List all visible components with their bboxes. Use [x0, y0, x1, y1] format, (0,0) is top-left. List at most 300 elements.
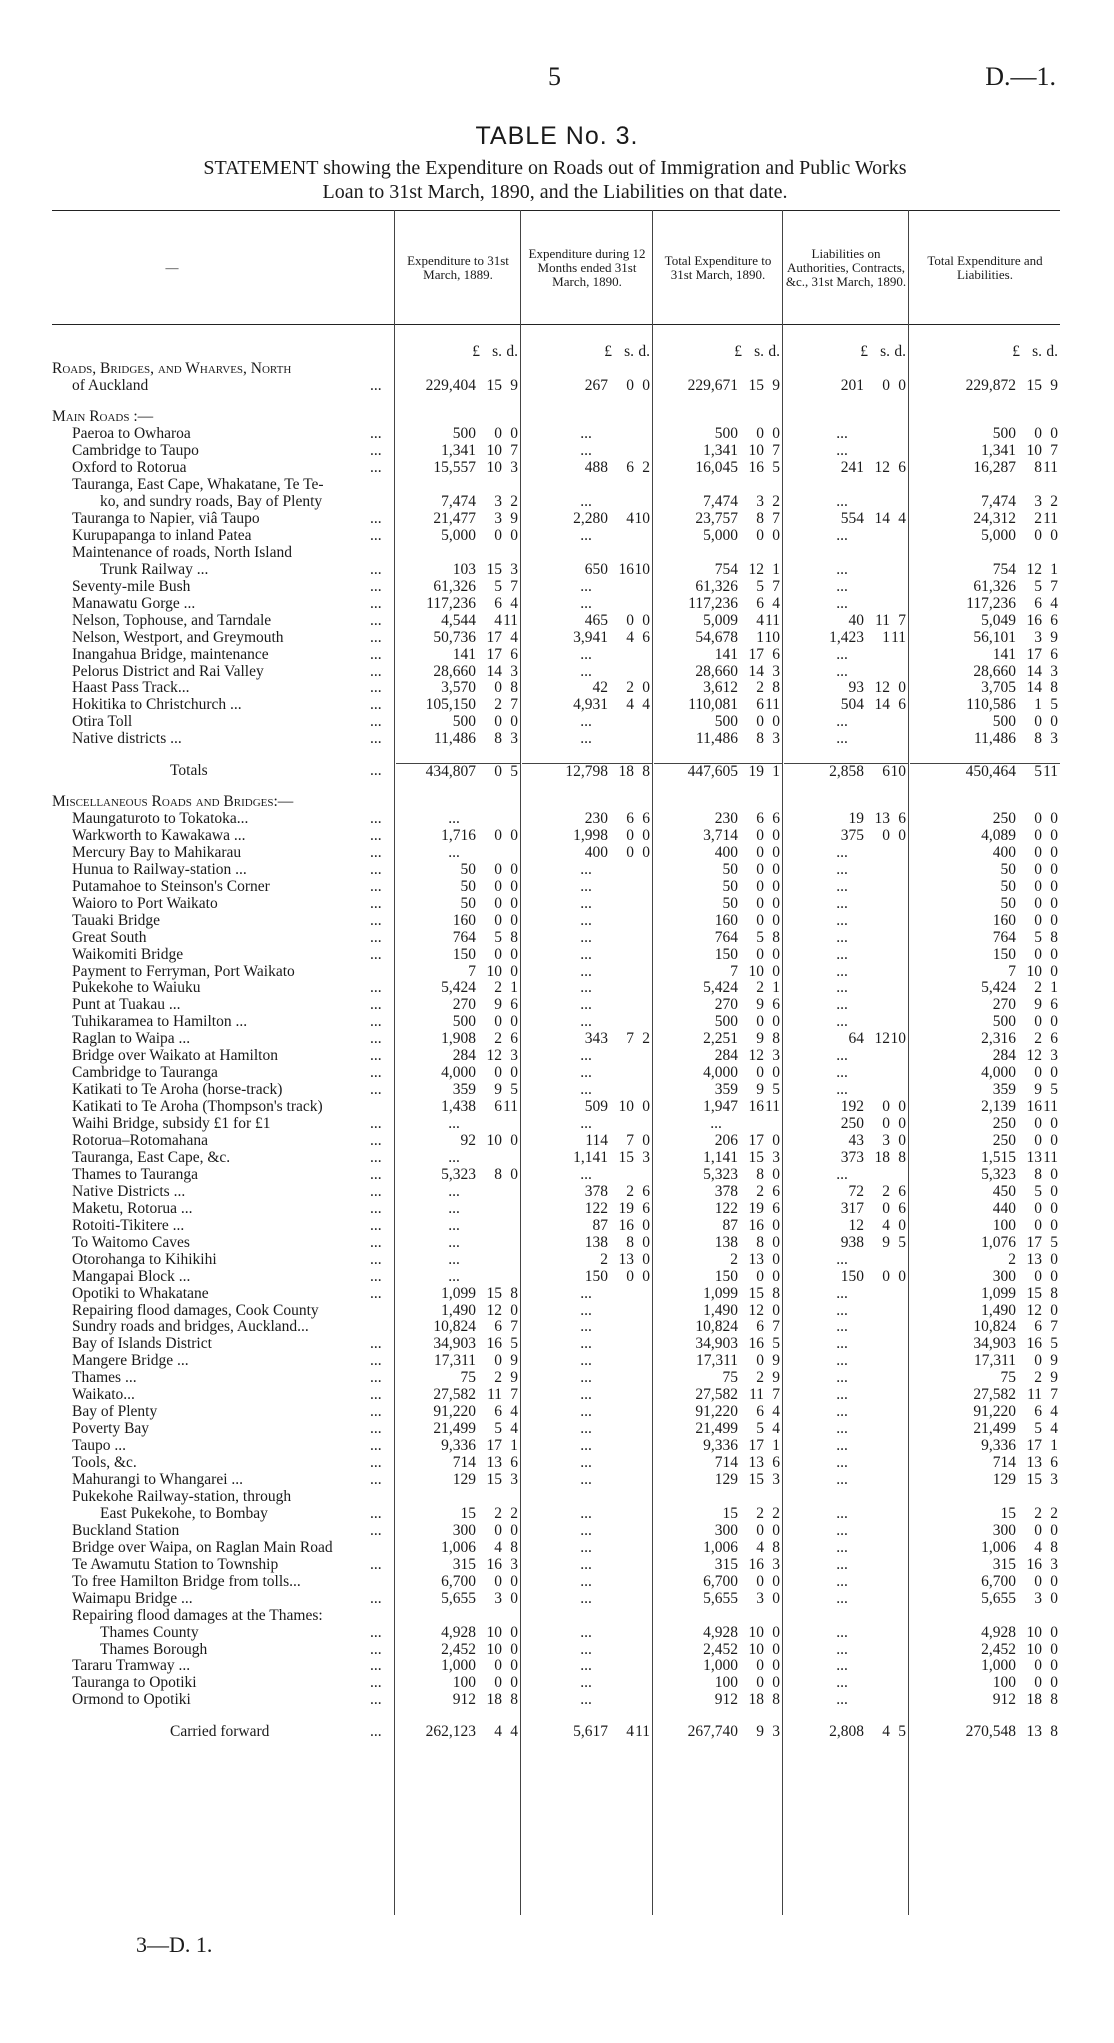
currency-unit-l: £: [604, 343, 612, 360]
pence-value: 7: [510, 1318, 518, 1336]
empty-marker: ...: [580, 1572, 592, 1590]
pence-value: 4: [510, 1722, 518, 1740]
row-label: Tuhikaramea to Hamilton ...: [72, 1014, 248, 1031]
pounds-value: 50: [722, 894, 738, 912]
pence-value: 8: [772, 1284, 780, 1302]
amount-cell: [784, 845, 908, 861]
amount-cell: [396, 1523, 520, 1539]
leader-dots: ...: [370, 376, 382, 394]
leader-dots: ...: [370, 1454, 382, 1472]
amount-cell: [522, 378, 652, 394]
pounds-value: 138: [714, 1233, 738, 1251]
pounds-value: 15: [460, 1504, 476, 1522]
pounds-value: 650: [584, 560, 608, 578]
pence-value: 7: [772, 509, 780, 527]
empty-marker: ...: [580, 1454, 592, 1472]
shillings-value: 12: [748, 1047, 764, 1065]
pounds-value: 1,515: [981, 1148, 1016, 1166]
pounds-value: 50: [460, 894, 476, 912]
pounds-value: 450,464: [965, 762, 1016, 780]
amount-cell: [522, 1506, 652, 1522]
amount-cell: [784, 1286, 908, 1302]
shillings-value: 2: [626, 679, 634, 697]
amount-cell: [522, 1218, 652, 1234]
pounds-value: 1,099: [981, 1284, 1016, 1302]
amount-cell: [522, 680, 652, 696]
pence-value: 0: [898, 1267, 906, 1285]
shillings-value: 14: [1026, 662, 1042, 680]
shillings-value: 2: [756, 1369, 764, 1387]
pounds-value: 15: [722, 1504, 738, 1522]
amount-cell: [522, 1540, 652, 1556]
row-label: Punt at Tuakau ...: [72, 997, 181, 1014]
currency-unit-d: d.: [894, 343, 906, 360]
pounds-value: 56,101: [973, 628, 1016, 646]
amount-cell: [396, 596, 520, 612]
leader-dots: ...: [370, 843, 382, 861]
amount-cell: [784, 680, 908, 696]
pounds-value: 7: [1008, 962, 1016, 980]
amount-cell: [910, 1286, 1060, 1302]
empty-marker: ...: [580, 1369, 592, 1387]
amount-cell: [522, 1336, 652, 1352]
shillings-value: 0: [626, 611, 634, 629]
pence-value: 0: [1050, 1013, 1058, 1031]
amount-cell: [654, 1252, 782, 1268]
amount-cell: [784, 1506, 908, 1522]
empty-marker: ...: [836, 843, 848, 861]
empty-marker: ...: [580, 1081, 592, 1099]
pounds-value: 500: [714, 1013, 738, 1031]
amount-cell: [784, 1574, 908, 1590]
amount-cell: [522, 579, 652, 595]
row-label: Waikomiti Bridge: [72, 946, 184, 963]
shillings-value: 15: [486, 376, 502, 394]
empty-marker: ...: [836, 1352, 848, 1370]
amount-cell: [396, 1540, 520, 1556]
pounds-value: 27,582: [433, 1386, 476, 1404]
amount-cell: [654, 443, 782, 459]
amount-cell: [522, 828, 652, 844]
amount-cell: [654, 1421, 782, 1437]
row-label: Otorohanga to Kihikihi: [72, 1251, 217, 1268]
amount-cell: [396, 1167, 520, 1183]
shillings-value: 18: [618, 762, 634, 780]
pence-value: 8: [772, 1538, 780, 1556]
amount-cell: [910, 1116, 1060, 1132]
pence-value: 5: [898, 1233, 906, 1251]
empty-marker: ...: [836, 1250, 848, 1268]
shillings-value: 2: [756, 1504, 764, 1522]
pence-value: 8: [772, 1030, 780, 1048]
row-label: Pukekohe Railway-station, through: [72, 1488, 292, 1505]
pence-value: 0: [1050, 1216, 1058, 1234]
leader-dots: ...: [370, 1657, 382, 1675]
amount-cell: [396, 443, 520, 459]
pence-value: 0: [510, 1521, 518, 1539]
amount-cell: [522, 1658, 652, 1674]
amount-cell: [396, 1675, 520, 1691]
pounds-value: 150: [452, 945, 476, 963]
amount-cell: [396, 630, 520, 646]
pence-value: 8: [510, 1284, 518, 1302]
empty-marker: ...: [580, 645, 592, 663]
shillings-value: 0: [756, 911, 764, 929]
pounds-value: 114: [585, 1132, 608, 1150]
empty-marker: ...: [836, 979, 848, 997]
pence-value: 0: [1050, 425, 1058, 443]
pence-value: 0: [898, 376, 906, 394]
pounds-value: 450: [992, 1182, 1016, 1200]
pence-value: 7: [510, 696, 518, 714]
amount-cell: [910, 1455, 1060, 1471]
row-label: Rotorua–Rotomahana: [72, 1133, 209, 1150]
amount-cell: [522, 997, 652, 1013]
amount-cell: [396, 1353, 520, 1369]
pence-value: 3: [772, 1047, 780, 1065]
shillings-value: 0: [1034, 1013, 1042, 1031]
pounds-value: 1,947: [703, 1098, 738, 1116]
pence-value: 0: [898, 1216, 906, 1234]
pounds-value: 7,474: [703, 493, 738, 510]
amount-cell: [910, 1353, 1060, 1369]
pence-value: 0: [772, 911, 780, 929]
shillings-value: 4: [756, 611, 764, 629]
pence-value: 9: [510, 509, 518, 527]
amount-cell: [522, 964, 652, 980]
pence-value: 11: [1043, 459, 1058, 477]
amount-cell: [910, 1625, 1060, 1641]
amount-cell: [910, 862, 1060, 878]
pence-value: 4: [1050, 594, 1058, 612]
shillings-value: 0: [756, 877, 764, 895]
pounds-value: 359: [714, 1081, 738, 1099]
shillings-value: 5: [1034, 762, 1042, 780]
amount-cell: [654, 731, 782, 747]
shillings-value: 11: [1027, 1386, 1042, 1404]
shillings-value: 5: [756, 928, 764, 946]
leader-dots: ...: [370, 1047, 382, 1065]
empty-marker: ...: [836, 1064, 848, 1082]
amount-cell: [910, 1421, 1060, 1437]
pounds-value: 1,490: [703, 1301, 738, 1319]
empty-marker: ...: [580, 962, 592, 980]
amount-cell: [784, 1336, 908, 1352]
pence-value: 0: [642, 1233, 650, 1251]
pounds-value: 938: [840, 1233, 864, 1251]
empty-marker: ...: [448, 843, 460, 861]
pence-value: 4: [510, 1403, 518, 1421]
pence-value: 8: [1050, 1722, 1058, 1740]
amount-cell: [654, 714, 782, 730]
pounds-value: 554: [840, 509, 864, 527]
amount-cell: [654, 1269, 782, 1285]
shillings-value: 0: [494, 713, 502, 731]
amount-cell: [654, 1625, 782, 1641]
pounds-value: 1,006: [441, 1538, 476, 1556]
amount-cell: [784, 1014, 908, 1030]
shillings-value: 15: [1026, 376, 1042, 394]
shillings-value: 2: [494, 979, 502, 997]
amount-cell: [396, 980, 520, 996]
pounds-value: 21,499: [973, 1420, 1016, 1438]
leader-dots: ...: [370, 911, 382, 929]
pounds-value: 300: [714, 1521, 738, 1539]
shillings-value: 13: [1026, 1148, 1042, 1166]
amount-cell: [654, 1353, 782, 1369]
amount-cell: [784, 1065, 908, 1081]
pounds-value: 40: [848, 611, 864, 629]
amount-cell: [910, 613, 1060, 629]
pounds-value: 50,736: [433, 628, 476, 646]
amount-cell: [522, 896, 652, 912]
pence-value: 0: [642, 679, 650, 697]
pounds-value: 11,486: [695, 730, 738, 748]
amount-cell: [654, 1286, 782, 1302]
shillings-value: 13: [1026, 1250, 1042, 1268]
leader-dots: ...: [370, 1352, 382, 1370]
shillings-value: 0: [494, 1352, 502, 1370]
amount-cell: [654, 460, 782, 476]
leader-dots: ...: [370, 1403, 382, 1421]
amount-cell: [910, 1014, 1060, 1030]
row-label: Thames County: [100, 1624, 199, 1641]
pence-value: 2: [1050, 1504, 1058, 1522]
shillings-value: 2: [756, 1182, 764, 1200]
shillings-value: 14: [874, 509, 890, 527]
empty-marker: ...: [448, 1250, 460, 1268]
pence-value: 0: [772, 1589, 780, 1607]
amount-cell: [654, 528, 782, 544]
empty-marker: ...: [836, 1165, 848, 1183]
leader-dots: ...: [370, 877, 382, 895]
amount-cell: [910, 1167, 1060, 1183]
row-label: Thames Borough: [100, 1641, 208, 1658]
leader-dots: ...: [370, 1115, 382, 1133]
pence-value: 6: [772, 1454, 780, 1472]
shillings-value: 0: [756, 1674, 764, 1692]
pounds-value: 50: [460, 860, 476, 878]
shillings-value: 0: [494, 945, 502, 963]
amount-cell: [654, 1014, 782, 1030]
amount-cell: [522, 913, 652, 929]
leader-dots: ...: [370, 594, 382, 612]
shillings-value: 0: [494, 679, 502, 697]
row-label: Mercury Bay to Mahikarau: [72, 844, 242, 861]
amount-cell: [910, 1642, 1060, 1658]
pounds-value: 110,081: [688, 696, 738, 714]
pounds-value: 72: [848, 1182, 864, 1200]
amount-cell: [396, 1303, 520, 1319]
amount-cell: [396, 528, 520, 544]
empty-marker: ...: [580, 911, 592, 929]
pence-value: 6: [772, 809, 780, 827]
pence-value: 1: [510, 979, 518, 997]
pounds-value: 27,582: [695, 1386, 738, 1404]
amount-cell: [654, 697, 782, 713]
pounds-value: 764: [452, 928, 476, 946]
shillings-value: 0: [1034, 1572, 1042, 1590]
pence-value: 9: [1050, 1369, 1058, 1387]
amount-cell: [396, 697, 520, 713]
pence-value: 0: [510, 826, 518, 844]
pounds-value: 1,341: [703, 442, 738, 460]
empty-marker: ...: [580, 1420, 592, 1438]
amount-cell: [522, 1201, 652, 1217]
shillings-value: 10: [486, 1640, 502, 1658]
leader-dots: ...: [370, 945, 382, 963]
page-header: [0, 62, 1114, 102]
shillings-value: 12: [486, 1047, 502, 1065]
pence-value: 8: [1050, 679, 1058, 697]
amount-cell: [784, 763, 908, 779]
pounds-value: 10,824: [695, 1318, 738, 1336]
pounds-value: 92: [460, 1132, 476, 1150]
amount-cell: [910, 1252, 1060, 1268]
leader-dots: ...: [370, 611, 382, 629]
empty-marker: ...: [580, 1555, 592, 1573]
amount-cell: [654, 1133, 782, 1149]
pence-value: 9: [772, 1352, 780, 1370]
pence-value: 11: [765, 1098, 780, 1116]
pence-value: 8: [772, 1691, 780, 1709]
shillings-value: 2: [1034, 1030, 1042, 1048]
amount-cell: [910, 964, 1060, 980]
column-divider: [394, 210, 395, 1915]
pence-value: 2: [510, 1504, 518, 1522]
pounds-value: 400: [992, 843, 1016, 861]
row-label: Tauranga to Napier, viâ Taupo: [72, 510, 260, 527]
pence-value: 1: [772, 1437, 780, 1455]
row-label: Seventy-mile Bush: [72, 578, 191, 595]
empty-marker: ...: [836, 1081, 848, 1099]
pence-value: 10: [634, 560, 650, 578]
amount-cell: [910, 930, 1060, 946]
amount-cell: [522, 528, 652, 544]
amount-cell: [910, 697, 1060, 713]
row-label: Sundry roads and bridges, Auckland...: [72, 1319, 309, 1336]
amount-cell: [522, 731, 652, 747]
pounds-value: 10,824: [973, 1318, 1016, 1336]
amount-cell: [784, 1625, 908, 1641]
pence-value: 5: [772, 1081, 780, 1099]
pounds-value: 1,908: [441, 1030, 476, 1048]
amount-cell: [784, 1303, 908, 1319]
pounds-value: 3,714: [703, 826, 738, 844]
leader-dots: ...: [370, 1165, 382, 1183]
pounds-value: 5,617: [573, 1722, 608, 1740]
pence-value: 7: [898, 611, 906, 629]
amount-cell: [654, 1150, 782, 1166]
amount-cell: [396, 1116, 520, 1132]
empty-marker: ...: [836, 526, 848, 544]
pounds-value: 129: [452, 1471, 476, 1489]
shillings-value: 13: [486, 1454, 502, 1472]
amount-cell: [654, 1692, 782, 1708]
pounds-value: 206: [714, 1132, 738, 1150]
pounds-value: 2,452: [703, 1640, 738, 1658]
pence-value: 0: [898, 826, 906, 844]
pence-value: 5: [510, 1335, 518, 1353]
amount-cell: [396, 647, 520, 663]
pounds-value: 315: [452, 1555, 476, 1573]
pence-value: 0: [1050, 1165, 1058, 1183]
currency-unit-d: d.: [638, 343, 650, 360]
amount-cell: [784, 896, 908, 912]
amount-cell: [522, 1014, 652, 1030]
empty-marker: ...: [836, 1386, 848, 1404]
pence-value: 3: [1050, 730, 1058, 748]
amount-cell: [396, 1099, 520, 1115]
pounds-value: 500: [714, 713, 738, 731]
pounds-value: 1,490: [441, 1301, 476, 1319]
pence-value: 0: [642, 1250, 650, 1268]
currency-unit-l: £: [860, 343, 868, 360]
pence-value: 0: [1050, 1250, 1058, 1268]
shillings-value: 12: [748, 560, 764, 578]
shillings-value: 2: [1034, 1504, 1042, 1522]
shillings-value: 3: [494, 493, 502, 510]
shillings-value: 0: [1034, 877, 1042, 895]
shillings-value: 0: [756, 1267, 764, 1285]
shillings-value: 15: [486, 1284, 502, 1302]
amount-cell: [654, 1675, 782, 1691]
leader-dots: ...: [370, 1148, 382, 1166]
amount-cell: [784, 1557, 908, 1573]
empty-marker: ...: [836, 1301, 848, 1319]
pounds-value: 28,660: [695, 662, 738, 680]
pence-value: 11: [503, 1098, 518, 1116]
pence-value: 11: [1043, 1148, 1058, 1166]
shillings-value: 0: [1034, 945, 1042, 963]
pence-value: 3: [772, 662, 780, 680]
empty-marker: ...: [836, 730, 848, 748]
pence-value: 0: [772, 945, 780, 963]
amount-cell: [522, 1557, 652, 1573]
shillings-value: 15: [1026, 1284, 1042, 1302]
shillings-value: 12: [748, 1301, 764, 1319]
pounds-value: 359: [452, 1081, 476, 1099]
pounds-value: 16,287: [973, 459, 1016, 477]
leader-dots: ...: [370, 696, 382, 714]
amount-cell: [522, 930, 652, 946]
pence-value: 4: [772, 1420, 780, 1438]
row-label: of Auckland: [72, 377, 149, 394]
shillings-value: 13: [748, 1454, 764, 1472]
empty-marker: ...: [580, 442, 592, 460]
shillings-value: 0: [626, 826, 634, 844]
shillings-value: 17: [748, 645, 764, 663]
amount-cell: [910, 1472, 1060, 1488]
pence-value: 11: [1043, 1098, 1058, 1116]
pounds-value: 754: [714, 560, 738, 578]
empty-marker: ...: [836, 1589, 848, 1607]
empty-marker: ...: [836, 1691, 848, 1709]
amount-cell: [396, 1235, 520, 1251]
amount-cell: [910, 460, 1060, 476]
pounds-value: 229,671: [687, 376, 738, 394]
empty-marker: ...: [836, 860, 848, 878]
empty-marker: ...: [448, 1199, 460, 1217]
pence-value: 3: [1050, 1047, 1058, 1065]
shillings-value: 9: [756, 1030, 764, 1048]
amount-cell: [784, 1642, 908, 1658]
pounds-value: 117,236: [966, 594, 1016, 612]
row-label: Repairing flood damages, Cook County: [72, 1302, 319, 1319]
pence-value: 6: [1050, 645, 1058, 663]
amount-cell: [396, 1574, 520, 1590]
amount-cell: [784, 997, 908, 1013]
